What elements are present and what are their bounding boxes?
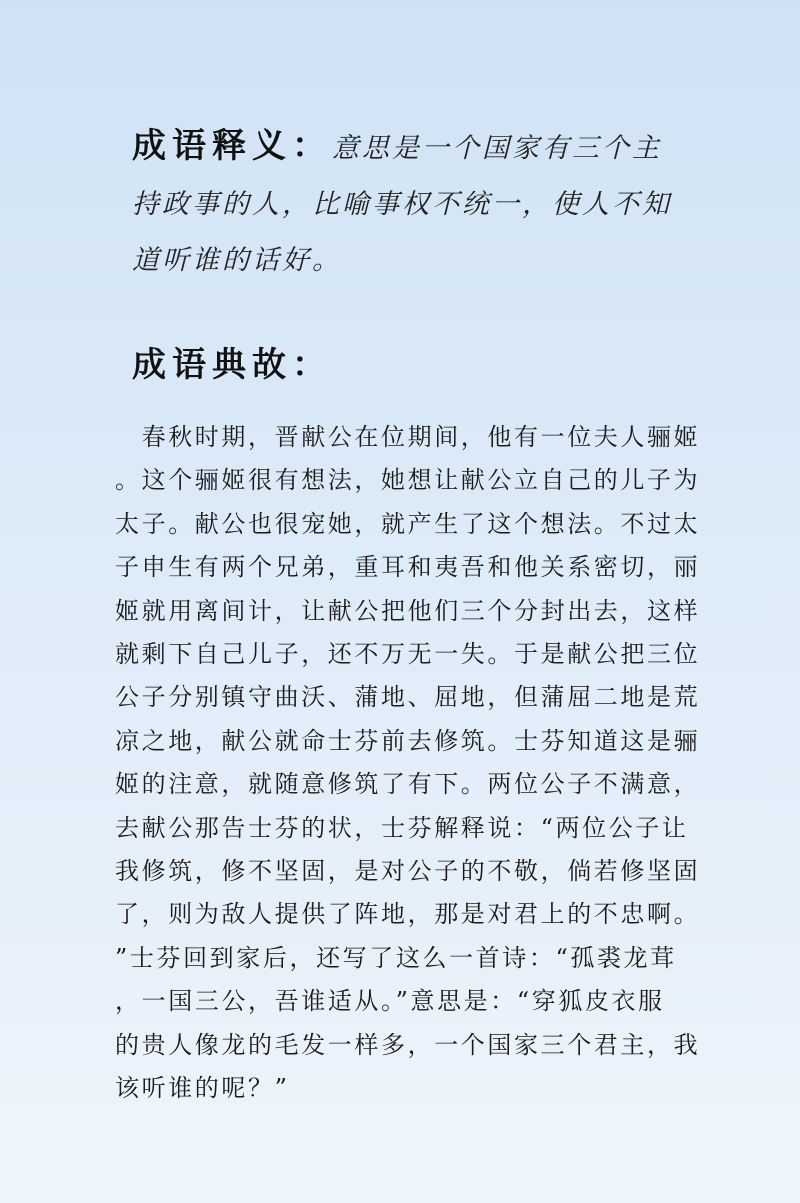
definition-section <box>132 118 672 289</box>
story-line: 春秋时期，晋献公在位期间，他有一位夫人骊姬 <box>115 423 701 451</box>
story-line: 子申生有两个兄弟，重耳和夷吾和他关系密切，丽 <box>115 553 701 582</box>
story-line: 的贵人像龙的毛发一样多，一个国家三个君主，我 <box>115 1030 701 1059</box>
story-line: 该听谁的呢？” <box>115 1074 290 1103</box>
story-line: 太子。献公也很宠她，就产生了这个想法。不过太 <box>115 509 701 538</box>
story-line: 姬的注意，就随意修筑了有下。两位公子不满意， <box>115 770 701 799</box>
story-line: 我修筑，修不坚固，是对公子的不敬，倘若修坚固 <box>115 857 701 886</box>
story-text <box>115 416 701 1111</box>
story-line: 了，则为敌人提供了阵地，那是对君上的不忠啊。 <box>115 900 701 929</box>
story-line: 就剩下自己儿子，还不万无一失。于是献公把三位 <box>115 640 701 669</box>
story-line: 姬就用离间计，让献公把他们三个分封出去，这样 <box>115 596 701 625</box>
story-line: 凉之地，献公就命士芬前去修筑。士芬知道这是骊 <box>115 726 701 755</box>
story-line: ”士芬回到家后，还写了这么一首诗：“孤裘龙茸 <box>115 943 677 972</box>
story-line: 去献公那告士芬的状，士芬解释说：“两位公子让 <box>115 813 689 842</box>
story-heading: 成语典故： <box>132 345 332 385</box>
definition-heading: 成语释义： <box>132 126 332 166</box>
story-line: 。这个骊姬很有想法，她想让献公立自己的儿子为 <box>115 466 701 495</box>
definition-text: 意思是一个国家有三个主持政事的人，比喻事权不统一，使人不知道听谁的话好。 <box>132 133 672 276</box>
story-line: ，一国三公，吾谁适从。”意思是：“穿狐皮衣服 <box>115 987 665 1016</box>
story-line: 公子分别镇守曲沃、蒲地、屈地，但蒲屈二地是荒 <box>115 683 701 712</box>
